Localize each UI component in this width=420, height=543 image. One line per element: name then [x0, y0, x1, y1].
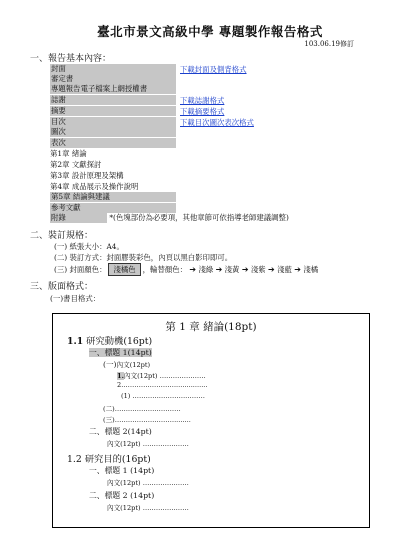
sample-body-2: 內文(12pt) ………………… — [107, 440, 189, 448]
sample-heading-2: 二、標題 2(14pt) — [89, 427, 152, 436]
sample-point-2: 2.……………………............... — [117, 381, 208, 389]
revision-date: 103.06.19修訂 — [304, 40, 354, 48]
spec-cover-color: (三) 封面顏色： 淺橘色 ，輪替顏色： ➔ 淺綠 ➔ 淺黃 ➔ 淺紫 ➔ 淺藍 ➔ 淺橘 — [54, 265, 319, 274]
sample-point-5: (三)………………………........ — [103, 416, 191, 424]
arrow-right-icon: ➔ — [189, 265, 197, 274]
list-item: 表次 — [50, 138, 176, 148]
required-note: *(色塊部份為必要項，其他章節可依指導老師建議調整) — [109, 213, 289, 222]
layout-sample-frame — [52, 313, 370, 528]
download-toc-link[interactable]: 下載目次圖次表次格式 — [180, 118, 254, 127]
list-item: 封面 — [50, 64, 176, 74]
list-item: 第5章 結論與建議 — [50, 192, 176, 202]
list-item: 審定書 — [50, 74, 176, 84]
sample-heading-1: 一、標題 1(14pt) — [89, 348, 152, 357]
list-item: 摘要 — [50, 106, 176, 116]
list-item: 第4章 成品展示及操作說明 — [50, 182, 139, 191]
section3-heading: 三、版面格式： — [30, 282, 94, 292]
spec-paper-size: (一) 紙張大小：A4。 — [54, 242, 124, 251]
sample-sub-1: (一)內文(12pt) — [103, 360, 151, 369]
cover-color-chip: 淺橘色 — [108, 263, 140, 276]
list-item: 專題報告電子檔案上網授權書 — [50, 84, 176, 94]
section1-heading: 一、報告基本內容： — [30, 54, 112, 64]
list-item: 目次 — [50, 117, 176, 127]
sample-point-3: (1) …………………………… — [121, 392, 205, 400]
arrow-right-icon: ➔ — [215, 265, 223, 274]
list-item: 圖次 — [50, 127, 176, 137]
sample-body-4: 內文(12pt) ………………… — [107, 504, 189, 512]
download-cover-link[interactable]: 下載封面及側背格式 — [180, 65, 247, 74]
arrow-right-icon: ➔ — [241, 265, 249, 274]
download-abstract-link[interactable]: 下載摘要格式 — [180, 107, 225, 116]
list-item: 誌謝 — [50, 95, 176, 105]
sample-heading-4: 二、標題 2 (14pt) — [89, 491, 155, 500]
sample-point-1: 1.內文(12pt) ………………… — [117, 372, 206, 380]
list-item: 第2章 文獻探討 — [50, 160, 102, 169]
list-item: 第3章 設計原理及架構 — [50, 171, 124, 180]
list-item: 第1章 緒論 — [50, 149, 87, 158]
sample-body-3: 內文(12pt) ………………… — [107, 479, 189, 487]
sample-section-1-2: 1.2 研究目的(16pt) — [67, 454, 151, 465]
download-acknowledgement-link[interactable]: 下載誌謝格式 — [180, 96, 225, 105]
sample-point-4: (二)………………………… — [103, 405, 181, 413]
section2-heading: 二、裝訂規格： — [30, 231, 94, 241]
spec-binding: (二) 裝訂方式：封面膠裝彩色，內頁以黑白影印即可。 — [54, 253, 233, 262]
list-item: 參考文獻 — [50, 203, 176, 213]
page-title: 臺北市景文高級中學 專題製作報告格式 — [97, 24, 323, 39]
bibliography-format-label: (一)書目格式： — [50, 294, 101, 303]
sample-section-1-1: 1.1 研究動機(16pt) — [67, 336, 153, 347]
sample-heading-3: 一、標題 1 (14pt) — [89, 466, 155, 475]
list-item: 附錄 *(色塊部份為必要項，其他章節可依指導老師建議調整) — [51, 213, 289, 222]
arrow-right-icon: ➔ — [268, 265, 275, 274]
arrow-right-icon: ➔ — [294, 265, 301, 274]
sample-chapter-title: 第 1 章 緒論(18pt) — [165, 321, 257, 333]
